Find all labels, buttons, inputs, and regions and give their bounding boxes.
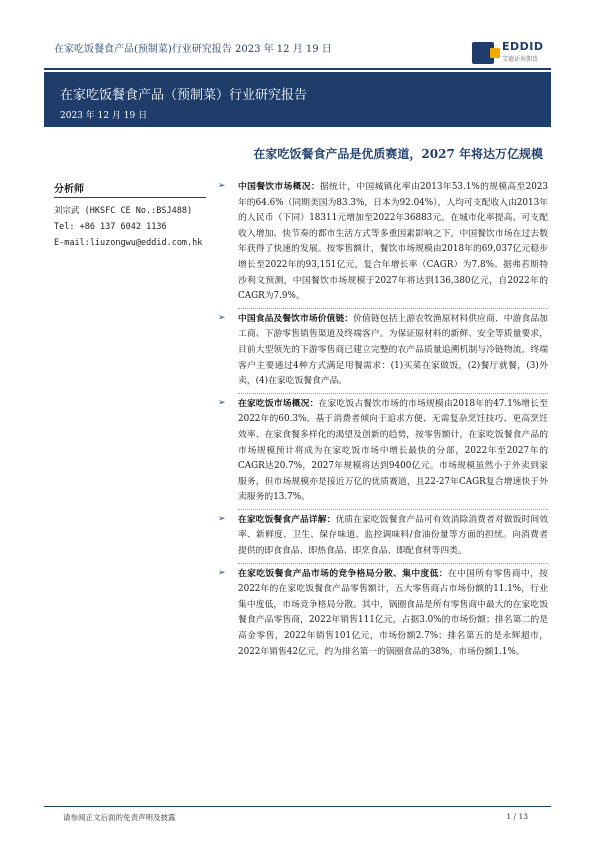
footer-rule bbox=[44, 806, 551, 807]
running-header: 在家吃饭餐食产品(预制菜)行业研究报告 2023 年 12 月 19 日 bbox=[54, 44, 332, 55]
section-text: 在家吃饭占餐饮市场的市场规模由2018年的47.1%增长至2022年的60.3%。基于消费者倾向于追求方便、无需复杂烹饪技巧、更高烹饪效率、在家食餐多样化的渴望及创新的趋势，按零售额计，在家吃饭餐食产品的市场规模预计将成为在家吃饭市场中增长最快的分部，2022年至2027年的CAGR达20.7%，2027年规模将达到9400亿元。市场规模虽然小于外卖到家服务，但市场规模亦是接近万亿的优质赛道，且22-27年CAGR复合增速快于外卖服务的13.7%。 bbox=[238, 398, 548, 503]
section-paragraph bbox=[238, 567, 548, 661]
arrow-bullet-icon: ➢ bbox=[218, 397, 226, 408]
section-market-overview bbox=[218, 180, 548, 305]
section-divider bbox=[238, 393, 548, 394]
arrow-bullet-icon: ➢ bbox=[218, 513, 226, 524]
section-divider bbox=[238, 509, 548, 510]
logo-text: EDDID bbox=[502, 40, 544, 53]
analyst-email[interactable]: E-mail:liuzongwu@eddid.com.hk bbox=[54, 238, 203, 248]
headline: 在家吃饭餐食产品是优质赛道，2027 年将达万亿规模 bbox=[253, 147, 543, 161]
report-body bbox=[218, 180, 548, 663]
section-divider bbox=[238, 308, 548, 309]
arrow-bullet-icon: ➢ bbox=[218, 312, 226, 323]
section-product-detail bbox=[218, 513, 548, 560]
section-paragraph bbox=[238, 180, 548, 305]
section-text: 优质在家吃饭餐食产品可有效消除消费者对做饭时间效率、新鲜度、卫生、保存味道、监控调味料/食油份量等方面的担忧。向消费者提供的即食食品、即热食品、即烹食品、即配食材等四类。 bbox=[238, 514, 548, 557]
section-home-dining bbox=[218, 397, 548, 506]
section-paragraph bbox=[238, 513, 548, 560]
logo-subtext: 艾德证券期货 bbox=[502, 56, 539, 63]
header-rule bbox=[44, 68, 551, 70]
section-title: 在家吃饭餐食产品市场的竞争格局分散、集中度低： bbox=[238, 568, 448, 579]
section-title: 中国餐饮市场概况： bbox=[238, 182, 320, 192]
section-text: 据统计，中国城镇化率由2013年53.1%的规模高至2023年的64.6%（同期美国为83.3%，日本为92.04%），人均可支配收入由2013年的人民币（下同）18311元增加至2022年36883元。在城市化率提高、可支配收入增加、快节奏的都市生活方式等多重因素影响之下，中国餐饮市场在过去数年获得了快速的发展。按零售额计，餐饮市场规模由2018年的69,037亿元稳步增长至2022年的93,151亿元，复合年增长率（CAGR）为7.8%。据弗若斯特沙利文预测，中国餐饮市场规模于2027年将达到136,380亿元，自2022年的CAGR为7.9%。 bbox=[238, 182, 548, 302]
report-date: 2023 年 12 月 19 日 bbox=[60, 111, 148, 121]
section-title: 在家吃饭市场概况： bbox=[238, 398, 319, 409]
section-divider bbox=[238, 563, 548, 564]
section-paragraph bbox=[238, 312, 548, 390]
section-paragraph bbox=[238, 397, 548, 506]
analyst-tel: Tel: +86 137 6042 1136 bbox=[54, 222, 167, 232]
footer-disclaimer: 请参阅正文后面的免责声明及披露 bbox=[63, 813, 176, 822]
report-title: 在家吃饭餐食产品（预制菜）行业研究报告 bbox=[60, 88, 308, 103]
page-number: 1 / 13 bbox=[506, 812, 528, 821]
analyst-panel bbox=[54, 180, 214, 248]
title-banner bbox=[44, 72, 551, 127]
section-text: 在中国所有零售商中，按2022年的在家吃饭餐食产品零售额计，五大零售商占市场份额的11.1%，行业集中度低，市场竞争格局分散。其中，锅圈食品是所有零售商中最大的在家吃饭餐食产品零售商，2022年销售111亿元，占据3.0%的市场份额；排名第二的是高金零售，2022年销售101亿元，市场份额2.7%；排名第五的是永辉超市，2022年销售42亿元，约为排名第一的锅圈食品的38%，市场份额1.1%。 bbox=[238, 568, 548, 657]
section-competition bbox=[218, 567, 548, 661]
company-logo bbox=[472, 40, 550, 68]
logo-mark-icon bbox=[472, 42, 494, 64]
analyst-heading: 分析师 bbox=[54, 180, 206, 198]
analyst-name: 刘宗武 (HKSFC CE No.:BSJ488) bbox=[54, 206, 193, 216]
arrow-bullet-icon: ➢ bbox=[218, 181, 226, 191]
section-value-chain bbox=[218, 312, 548, 390]
arrow-bullet-icon: ➢ bbox=[218, 567, 226, 578]
section-title: 中国食品及餐饮市场价值链： bbox=[238, 313, 354, 324]
section-text: 价值链包括上游农牧渔原材料供应商、中游食品加工商、下游零售销售渠道及终端客户。为保证原材料的新鲜、安全等质量要求，目前大型领先的下游零售商已建立完整的农产品质量追溯机制与冷链物流。终端客户主要通过4种方式满足用餐需求：(1)买菜在家做饭，(2)餐厅就餐，(3)外卖，(4)在家吃饭餐食产品。 bbox=[238, 313, 548, 387]
section-title: 在家吃饭餐食产品详解： bbox=[238, 514, 336, 525]
